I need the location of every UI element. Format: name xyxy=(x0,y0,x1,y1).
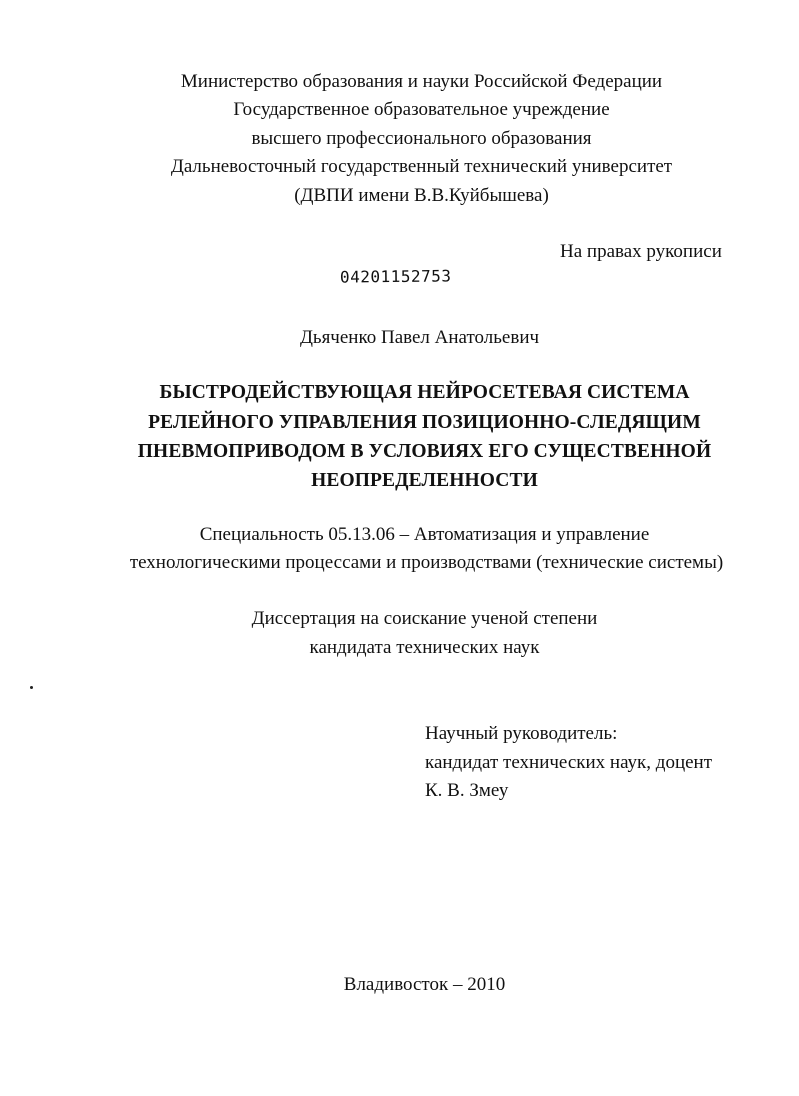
degree-line: Диссертация на соискание ученой степени xyxy=(251,608,598,629)
author-name: Дьяченко Павел Анатольевич xyxy=(299,327,540,348)
specialty-line: технологическими процессами и производствами (технические системы) xyxy=(129,552,724,573)
scan-speck xyxy=(30,686,33,689)
header-line-university-abbrev: (ДВПИ имени В.В.Куйбышева) xyxy=(294,185,549,206)
specialty-line: Специальность 05.13.06 – Автоматизация и управление xyxy=(199,524,650,545)
title-line: БЫСТРОДЕЙСТВУЮЩАЯ НЕЙРОСЕТЕВАЯ СИСТЕМА xyxy=(159,382,690,403)
degree-line: кандидата технических наук xyxy=(309,637,540,658)
header-line-education-level: высшего профессионального образования xyxy=(251,128,592,149)
supervisor-name: К. В. Змеу xyxy=(425,780,509,801)
header-line-institution-type: Государственное образовательное учреждение xyxy=(233,99,610,120)
header-line-university: Дальневосточный государственный технический университет xyxy=(170,156,673,177)
supervisor-degree: кандидат технических наук, доцент xyxy=(425,752,713,773)
supervisor-label: Научный руководитель: xyxy=(425,723,618,744)
title-line: ПНЕВМОПРИВОДОМ В УСЛОВИЯХ ЕГО СУЩЕСТВЕННОЙ xyxy=(137,441,712,462)
title-line: НЕОПРЕДЕЛЕННОСТИ xyxy=(311,470,538,491)
header-line-ministry: Министерство образования и науки Российской Федерации xyxy=(180,71,663,92)
library-stamp-number: 04201152753 xyxy=(339,266,452,287)
manuscript-rights-note: На правах рукописи xyxy=(560,241,722,262)
city-year-footer: Владивосток – 2010 xyxy=(343,974,506,995)
title-line: РЕЛЕЙНОГО УПРАВЛЕНИЯ ПОЗИЦИОННО-СЛЕДЯЩИМ xyxy=(148,412,701,433)
